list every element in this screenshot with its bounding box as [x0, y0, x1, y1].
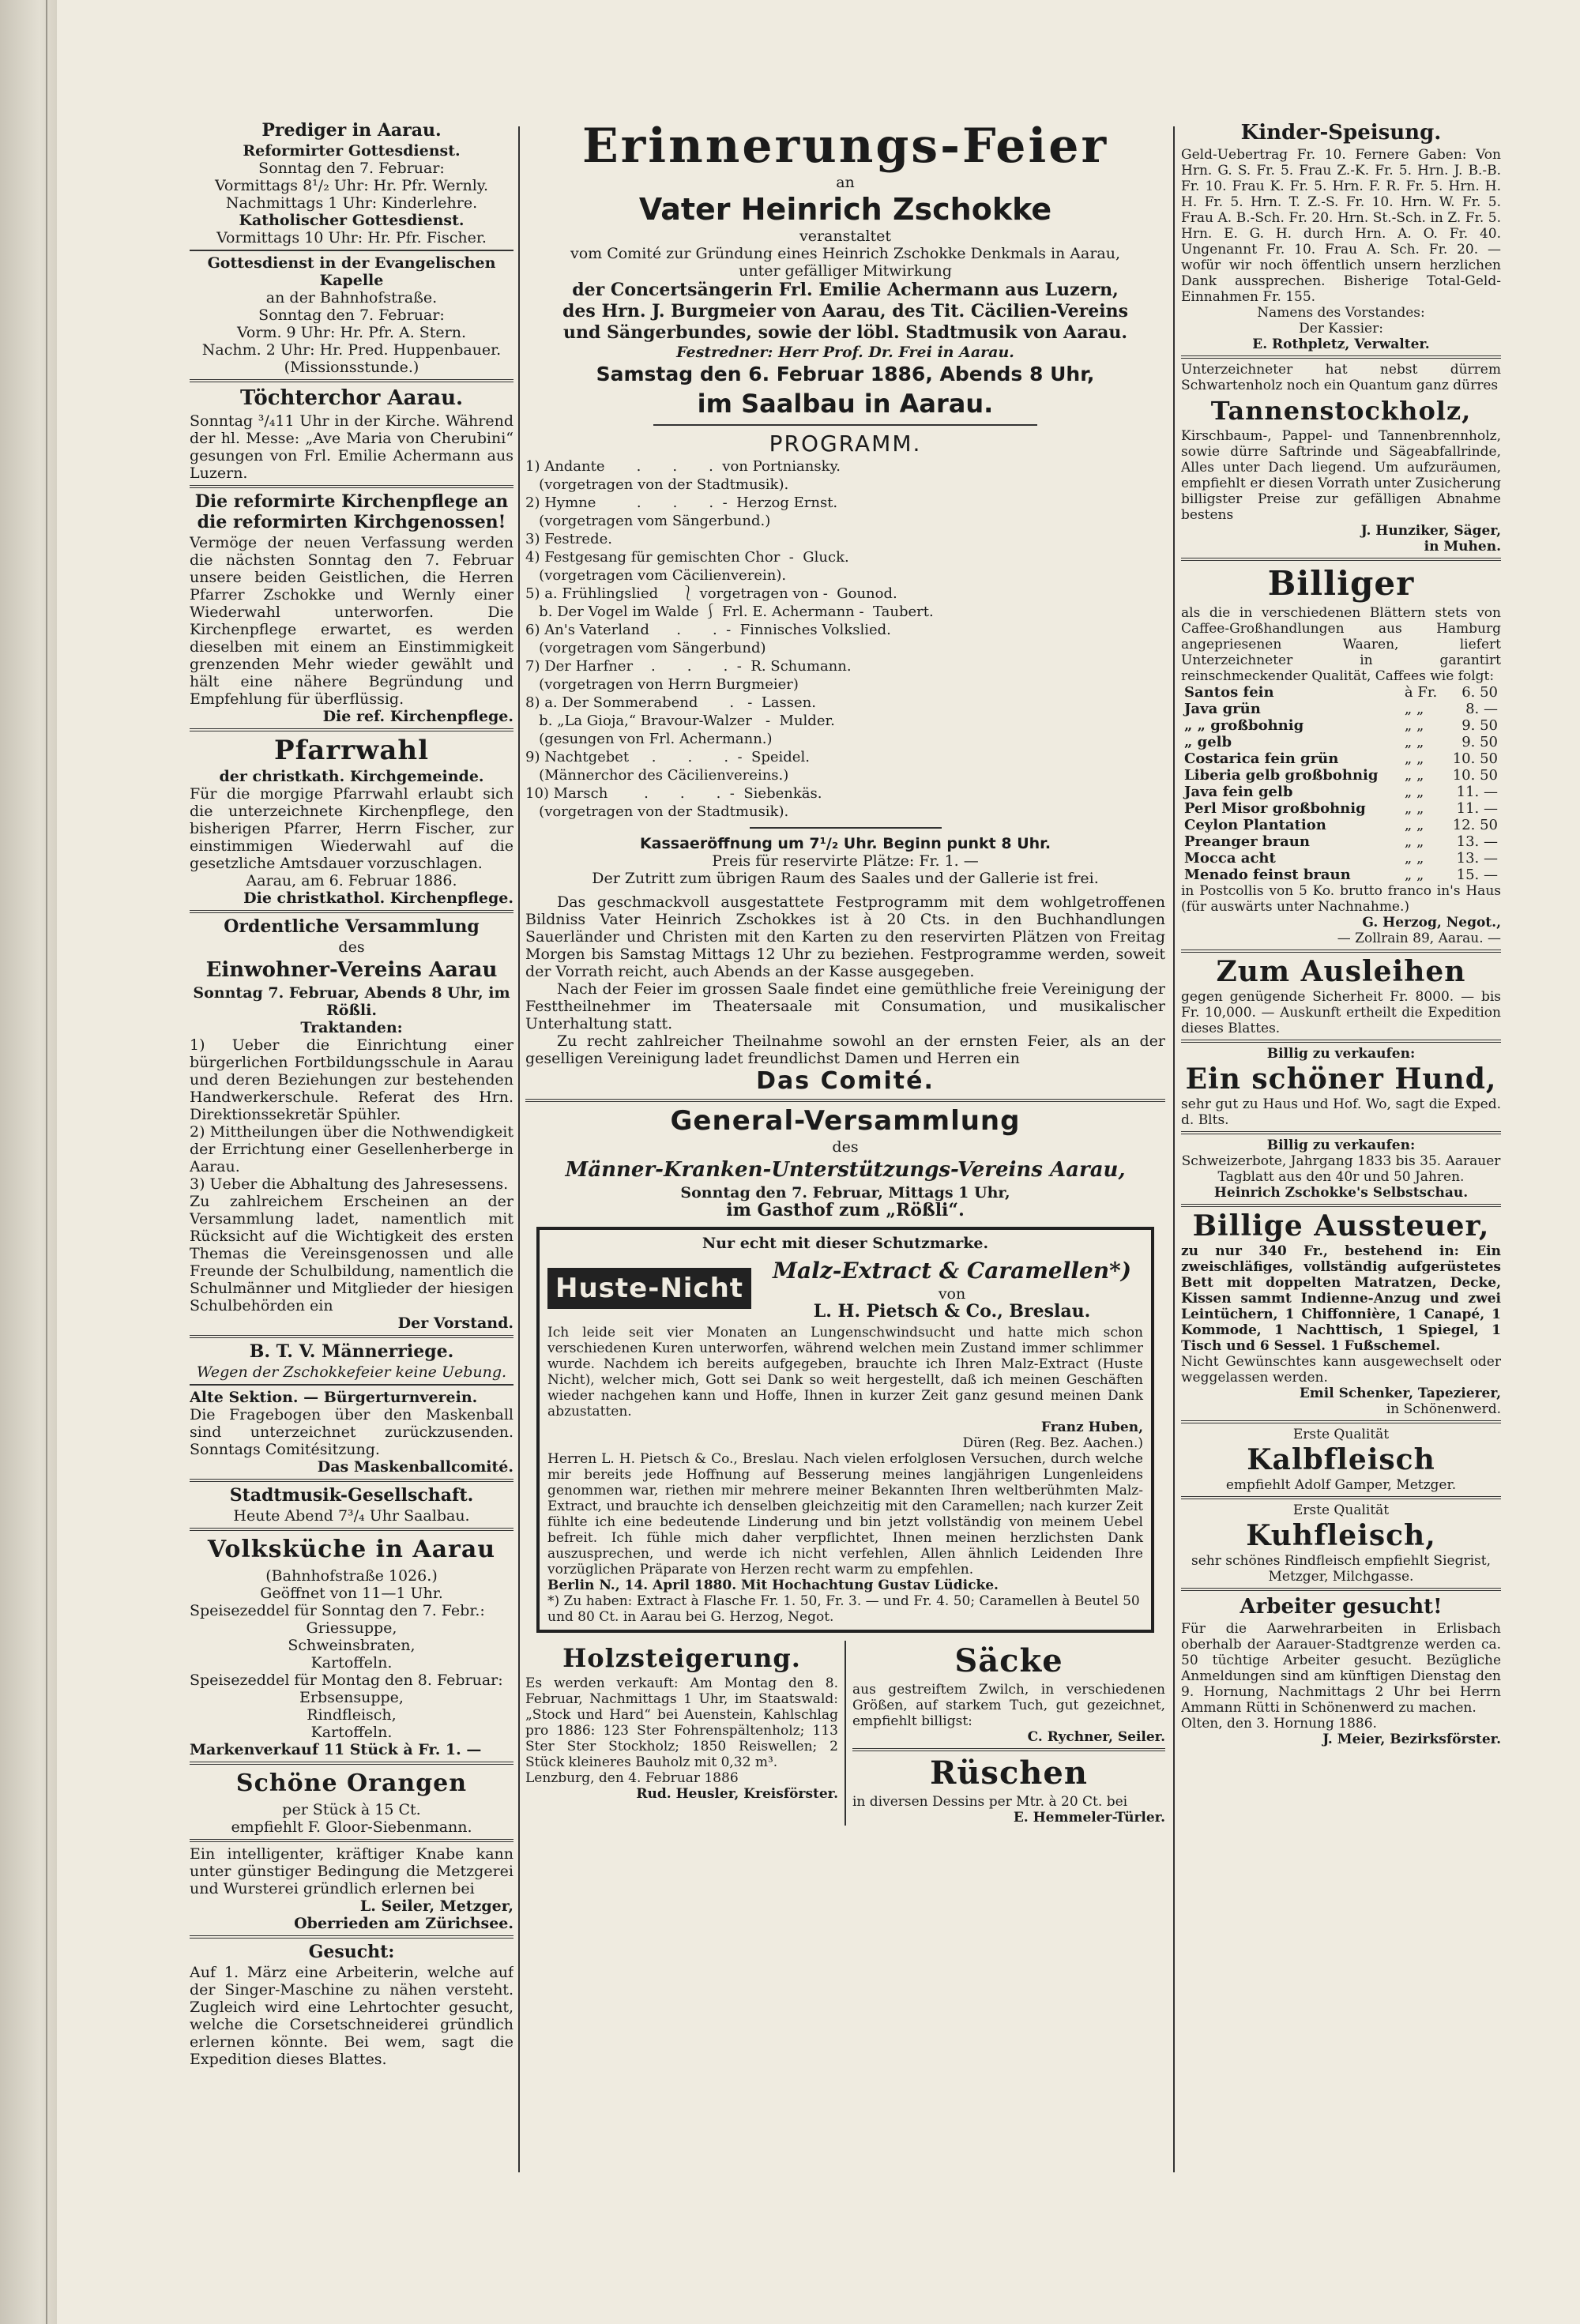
coffee-name: Santos fein — [1184, 684, 1274, 701]
toechterchor-notice — [190, 385, 514, 482]
prediger-sub2: Katholischer Gottesdienst. — [239, 212, 465, 229]
program-item: 7) Der Harfner . . . - R. Schumann. — [525, 658, 852, 675]
program-item: b. „La Gioja,“ Bravour-Walzer - Mulder. — [525, 713, 835, 729]
program-heading: PROGRAMM. — [769, 431, 922, 457]
price-value: 9. 50 — [1462, 734, 1498, 750]
column-rule-2 — [1173, 126, 1175, 2172]
tannenstockholz-notice — [1181, 362, 1501, 555]
feier-name: Vater Heinrich Zschokke — [638, 192, 1052, 227]
coffee-name: Preanger braun — [1184, 833, 1310, 850]
kinder-title: Kinder-Speisung. — [1240, 121, 1442, 145]
program-item: 9) Nachtgebet . . . - Speidel. — [525, 749, 810, 765]
holz-text: Es werden verkauft: Am Montag den 8. Februar, Nachmittags 1 Uhr, im Staatswald: „Stock und Hard“ bei Auenstein, Kahlschlag pro 1886: 123 Ster Fohrenspältenholz; 113 Ster Ster Stockholz; 1850 Reiswellen; 2 Stück kleineres Bauholz mit 0,32 m³. — [525, 1675, 838, 1770]
price-value: 13. — — [1456, 833, 1498, 850]
billiger-text: als die in verschiedenen Blättern stets von Caffee-Großhandlungen aus Hamburg angepriesenen Waaren, liefert Unterzeichneter in garantirt reinschmeckender Qualität, Caffees wie folgt: — [1181, 605, 1501, 684]
stadtmusik-notice — [190, 1485, 514, 1525]
price-value: 6. 50 — [1462, 684, 1498, 701]
volkskueche-line: Schweinsbraten, — [288, 1637, 416, 1654]
kuh-title: Kuhfleisch, — [1246, 1519, 1436, 1552]
prediger-line: Sonntag den 7. Februar: — [258, 160, 445, 177]
versammlung-item: 2) Mittheilungen über die Nothwendigkeit der Errichtung einer Gesellenherberge in Aarau. — [190, 1123, 514, 1175]
prediger-line: an der Bahnhofstraße. — [265, 289, 438, 306]
huste-von: von — [938, 1285, 966, 1303]
huste-product: Malz-Extract & Caramellen*) — [773, 1258, 1132, 1284]
tannen-pre: Unterzeichneter hat nebst dürrem Schwartenholz noch ein Quantum ganz dürres — [1181, 362, 1501, 393]
price-row — [1181, 800, 1501, 817]
price-value: 8. — — [1465, 701, 1498, 717]
kasse-paragraph: Das geschmackvoll ausgestattete Festprogramm mit dem wohlgetroffenen Bildniss Vater Heinrich Zschokkes ist à 20 Cts. in den Buchhandlungen Sauerländer und Christen mit den Karten zu den reservirten Plätzen von Freitag Morgen bis Samstag Mittags 12 Uhr zu beziehen. Festprogramme werden, soweit der Vorrath reicht, auch Abends an der Kasse ausgegeben. — [525, 893, 1165, 980]
volkskueche-line: Markenverkauf 11 Stück à Fr. 1. — — [190, 1741, 482, 1758]
holz-title: Holzsteigerung. — [562, 1643, 801, 1673]
general-versammlung — [525, 1105, 1165, 1219]
schweizer-title: Heinrich Zschokke's Selbstschau. — [1213, 1185, 1469, 1201]
pfarrwahl-sub: der christkath. Kirchgemeinde. — [219, 768, 484, 785]
feier-line: vom Comité zur Gründung eines Heinrich Zschokke Denkmals in Aarau, — [570, 245, 1121, 262]
price-value: 13. — — [1456, 850, 1498, 867]
btv-sub: Wegen der Zschokkefeier keine Uebung. — [196, 1363, 507, 1381]
coffee-name: „ „ großbohnig — [1184, 717, 1304, 734]
versammlung-traktanden: Traktanden: — [300, 1019, 403, 1036]
general-title: General-Versammlung — [670, 1105, 1021, 1137]
arbeiter-notice — [1181, 1594, 1501, 1747]
general-des: des — [832, 1138, 859, 1156]
program-item: (vorgetragen vom Sängerbund) — [525, 640, 766, 656]
price-row — [1181, 684, 1501, 701]
price-row — [1181, 833, 1501, 850]
kinder-line: Der Kassier: — [1299, 321, 1383, 337]
billiger-foot: in Postcollis von 5 Ko. brutto franco in's Haus (für auswärts unter Nachnahme.) — [1181, 883, 1501, 915]
prediger-line: Nachmittags 1 Uhr: Kinderlehre. — [225, 194, 478, 212]
kuh-text: sehr schönes Rindfleisch empfiehlt Siegrist, Metzger, Milchgasse. — [1191, 1553, 1491, 1585]
kalb-text: empfiehlt Adolf Gamper, Metzger. — [1225, 1477, 1457, 1493]
feier-line: und Sängerbundes, sowie der löbl. Stadtmusik von Aarau. — [562, 322, 1128, 343]
versammlung-item: 1) Ueber die Einrichtung einer bürgerlichen Fortbildungsschule in Aarau und deren Beziehungen zur bestehenden Handwerkerschule. Referat des Hrn. Direktionssekretär Spühler. — [190, 1036, 514, 1123]
knabe-place: Oberrieden am Zürichsee. — [294, 1915, 514, 1932]
coffee-name: Perl Misor großbohnig — [1184, 800, 1366, 817]
feier-line: der Concertsängerin Frl. Emilie Achermann aus Luzern, — [572, 280, 1119, 300]
saecke-text: aus gestreiftem Zwilch, in verschiedenen Größen, auf starkem Tuch, gut gezeichnet, empfiehlt billigst: — [852, 1682, 1165, 1729]
price-row — [1181, 867, 1501, 883]
kinder-text: Geld-Uebertrag Fr. 10. Fernere Gaben: Von Hrn. G. S. Fr. 5. Frau Z.-K. Fr. 5. Hrn. J. B.-B. Fr. 10. Frau K. Fr. 5. Hrn. F. R. Fr. 5. Hrn. H. H. Fr. 5. Hrn. T. Z.-S. Fr. 10. Hrn. W. Fr. 5. Frau A. B.-Sch. Fr. 20. Hrn. St.-Sch. in Z. Fr. 5. Hrn. E. G. H. durch Hrn. A. O. Fr. 40. Ungenannt Fr. 10. Frau A. Sch. Fr. 20. — wofür wir noch öffentlich unsern herzlichen Dank aussprechen. Bisherige Total-Geld-Einnahmen Fr. 155. — [1181, 147, 1501, 305]
coffee-name: Mocca acht — [1184, 850, 1276, 867]
volkskueche-line: Griessuppe, — [306, 1619, 397, 1637]
program-item: 5) a. Frühlingslied ⎱ vorgetragen von - Gounod. — [525, 585, 897, 602]
price-unit: „ „ — [1404, 850, 1424, 867]
billiger-notice — [1181, 564, 1501, 946]
coffee-name: Liberia gelb großbohnig — [1184, 767, 1379, 784]
kasse-paragraph: Zu recht zahlreicher Theilnahme sowohl an der ernsten Feier, als an der geselligen Vereinigung ladet freundlichst Damen und Herren ein — [525, 1032, 1165, 1067]
program-item: 2) Hymne . . . - Herzog Ernst. — [525, 495, 838, 511]
huste-footnote: *) Zu haben: Extract à Flasche Fr. 1. 50, Fr. 3. — und Fr. 4. 50; Caramellen à Beutel 50 und 80 Ct. in Aarau bei G. Herzog, Negot. — [547, 1593, 1140, 1625]
price-row — [1181, 734, 1501, 750]
huste-signature: Berlin N., 14. April 1880. Mit Hochachtung Gustav Lüdicke. — [547, 1578, 999, 1593]
gesucht-title: Gesucht: — [308, 1942, 395, 1962]
price-unit: „ „ — [1404, 734, 1424, 750]
prediger-line: (Missionsstunde.) — [284, 359, 419, 376]
huste-signature-place: Düren (Reg. Bez. Aachen.) — [962, 1435, 1143, 1451]
price-unit: „ „ — [1404, 867, 1424, 883]
program-item: (vorgetragen von der Stadtmusik). — [525, 476, 789, 493]
coffee-name: Costarica fein grün — [1184, 750, 1339, 767]
pfarrwahl-signature: Die christkathol. Kirchenpflege. — [243, 889, 514, 907]
volkskueche-line: Speisezeddel für Sonntag den 7. Febr.: — [190, 1602, 485, 1619]
program-item: 10) Marsch . . . - Siebenkäs. — [525, 785, 822, 802]
kuhfleisch-notice — [1181, 1502, 1501, 1585]
price-row — [1181, 767, 1501, 784]
price-unit: „ „ — [1404, 800, 1424, 817]
prediger-line: Vormittags 10 Uhr: Hr. Pfr. Fischer. — [216, 229, 487, 246]
price-row — [1181, 817, 1501, 833]
price-unit: „ „ — [1404, 817, 1424, 833]
orangen-notice — [190, 1768, 514, 1836]
versammlung-des: des — [338, 938, 365, 956]
pfarrwahl-title: Pfarrwahl — [274, 735, 429, 766]
binding-strip — [0, 0, 57, 2324]
feier-announcement — [525, 118, 1165, 1096]
schweizer-text: Schweizerbote, Jahrgang 1833 bis 35. Aarauer Tagblatt aus den 40r und 50 Jahren. — [1181, 1153, 1501, 1185]
prediger-sub1: Reformirter Gottesdienst. — [243, 142, 461, 160]
prediger-notice — [190, 120, 514, 376]
feier-place: im Saalbau in Aarau. — [697, 389, 994, 419]
holz-date: Lenzburg, den 4. Februar 1886 — [525, 1770, 739, 1786]
kuh-pre: Erste Qualität — [1292, 1502, 1390, 1518]
program-item: 3) Festrede. — [525, 531, 612, 547]
gesucht-notice — [190, 1942, 514, 2068]
prediger-sub3: Gottesdienst in der Evangelischen Kapelle — [207, 254, 496, 289]
volkskueche-line: Speisezeddel für Montag den 8. Februar: — [190, 1672, 503, 1689]
price-unit: „ „ — [1404, 767, 1424, 784]
price-value: 12. 50 — [1452, 817, 1498, 833]
holz-signature: Rud. Heusler, Kreisförster. — [636, 1786, 838, 1802]
versammlung-item: 3) Ueber die Abhaltung des Jahresessens. — [190, 1175, 509, 1193]
versammlung-text: Zu zahlreichem Erscheinen an der Versammlung ladet, namentlich mit Rücksicht auf die Wichtigkeit des ersten Themas die Vereinsgenossen und alle Freunde der Schulbildung, namentlich die Schulmänner und Mitglieder der hiesigen Schulbehörden ein — [190, 1193, 514, 1314]
volkskueche-line: Rindfleisch, — [307, 1706, 397, 1724]
general-when: Sonntag den 7. Februar, Mittags 1 Uhr, — [680, 1184, 1010, 1201]
price-value: 11. — — [1456, 800, 1498, 817]
aussteuer-notice — [1181, 1210, 1501, 1417]
volkskueche-line: Geöffnet von 11—1 Uhr. — [260, 1585, 443, 1602]
feier-date: Samstag den 6. Februar 1886, Abends 8 Uhr, — [596, 363, 1095, 385]
feier-title: Erinnerungs-Feier — [581, 118, 1109, 174]
volkskueche-notice — [190, 1534, 514, 1758]
program-item: 1) Andante . . . von Portniansky. — [525, 458, 841, 475]
column-2 — [525, 118, 1165, 2164]
price-unit: „ „ — [1404, 717, 1424, 734]
tannen-title: Tannenstockholz, — [1210, 396, 1472, 426]
orangen-line: empfiehlt F. Gloor-Siebenmann. — [231, 1818, 472, 1836]
orangen-line: per Stück à 15 Ct. — [282, 1801, 421, 1818]
kasse-line: Preis für reservirte Plätze: Fr. 1. — — [712, 852, 979, 870]
kirchenpflege-text: Vermöge der neuen Verfassung werden die nächsten Sonntag den 7. Februar unsere beiden Geistlichen, die Herren Pfarrer Zschokke und Wernly einer Wiederwahl unterworfen. Die Kirchenpflege erwartet, es werden dieselben mit einem an Einstimmigkeit grenzenden Mehr wieder gewählt und hält eine nähere Begründung und Empfehlung für überflüssig. — [190, 534, 514, 708]
kasse-line: Der Zutritt zum übrigen Raum des Saales und der Gallerie ist frei. — [592, 870, 1099, 887]
huste-top: Nur echt mit dieser Schutzmarke. — [702, 1235, 989, 1252]
price-row — [1181, 701, 1501, 717]
huste-nicht-ad — [536, 1227, 1154, 1633]
btv-signature: Das Maskenballcomité. — [317, 1458, 514, 1476]
prediger-line: Nachm. 2 Uhr: Hr. Pred. Huppenbauer. — [201, 341, 502, 359]
ausleihen-text: gegen genügende Sicherheit Fr. 8000. — bis Fr. 10,000. — Auskunft ertheilt die Expedition dieses Blattes. — [1181, 989, 1501, 1036]
price-row — [1181, 850, 1501, 867]
feier-line: des Hrn. J. Burgmeier von Aarau, des Tit. Cäcilien-Vereins — [562, 301, 1128, 322]
btv-section: Alte Sektion. — Bürgerturnverein. — [190, 1389, 478, 1406]
volkskueche-line: Kartoffeln. — [310, 1724, 393, 1741]
hund-title: Ein schöner Hund, — [1185, 1062, 1497, 1096]
program-item: 8) a. Der Sommerabend . - Lassen. — [525, 694, 816, 711]
kinder-speisung-notice — [1181, 120, 1501, 352]
kirchenpflege-title: Die reformirte Kirchenpflege an die reformirten Kirchgenossen! — [194, 491, 509, 532]
kinder-signature: E. Rothpletz, Verwalter. — [1252, 337, 1430, 352]
schweizerbote-notice — [1181, 1138, 1501, 1201]
kasse-line: Kassaeröffnung um 7¹/₂ Uhr. Beginn punkt 8 Uhr. — [639, 835, 1051, 852]
kinder-line: Namens des Vorstandes: — [1257, 305, 1425, 321]
price-row — [1181, 717, 1501, 734]
general-verein: Männer-Kranken-Unterstützungs-Vereins Aarau, — [565, 1158, 1126, 1182]
program-item: (vorgetragen vom Cäcilienverein). — [525, 567, 787, 584]
prediger-line: Vorm. 9 Uhr: Hr. Pfr. A. Stern. — [236, 324, 467, 341]
price-unit: „ „ — [1404, 701, 1424, 717]
billiger-address: — Zollrain 89, Aarau. — — [1337, 931, 1501, 946]
arbeiter-title: Arbeiter gesucht! — [1240, 1595, 1443, 1619]
prediger-title: Prediger in Aarau. — [261, 120, 442, 141]
versammlung-signature: Der Vorstand. — [397, 1314, 514, 1332]
btv-title: B. T. V. Männerriege. — [249, 1341, 454, 1362]
kalbfleisch-notice — [1181, 1427, 1501, 1493]
knabe-notice — [190, 1845, 514, 1932]
coffee-price-table — [1181, 684, 1501, 883]
huste-firm: L. H. Pietsch & Co., Breslau. — [813, 1301, 1091, 1322]
program-item: (gesungen von Frl. Achermann.) — [525, 731, 773, 747]
program-item: b. Der Vogel im Walde ⎰ Frl. E. Achermann - Taubert. — [525, 604, 934, 620]
price-unit: „ „ — [1404, 784, 1424, 800]
tannen-place: in Muhen. — [1424, 539, 1501, 555]
billiger-signature: G. Herzog, Negot., — [1362, 915, 1501, 931]
general-where: im Gasthof zum „Rößli“. — [726, 1200, 965, 1220]
program-item: (Männerchor des Cäcilienvereins.) — [525, 767, 789, 784]
prediger-line: Vormittags 8¹/₂ Uhr: Hr. Pfr. Wernly. — [214, 177, 489, 194]
arbeiter-text: Für die Aarwehrarbeiten in Erlisbach oberhalb der Aarauer-Stadtgrenze werden ca. 50 tüchtige Arbeiter gesucht. Bezügliche Anmeldungen sind am künftigen Dienstag den 9. Hornung, Nachmittags 2 Uhr bei Herrn Ammann Rütti in Schönenwerd zu machen. — [1181, 1621, 1501, 1716]
tannen-text: Kirschbaum-, Pappel- und Tannenbrennholz, sowie dürre Saftrinde und Sägeabfallrinde, Alles unter Dach liegend. Um aufzuräumen, empfiehlt er diesen Vorrath unter Zusicherung billigster Preise zur gefälligen Abnahme bestens — [1181, 428, 1501, 523]
hund-text: sehr gut zu Haus und Hof. Wo, sagt die Exped. d. Blts. — [1181, 1096, 1501, 1128]
kirchenpflege-signature: Die ref. Kirchenpflege. — [322, 708, 514, 725]
price-value: 9. 50 — [1462, 717, 1498, 734]
program-item: (vorgetragen von Herrn Burgmeier) — [525, 676, 799, 693]
price-unit: „ „ — [1404, 750, 1424, 767]
column-rule-1 — [518, 126, 520, 2172]
price-value: 11. — — [1456, 784, 1498, 800]
price-row — [1181, 750, 1501, 767]
ausleihen-notice — [1181, 956, 1501, 1036]
versammlung-notice — [190, 916, 514, 1332]
knabe-text: Ein intelligenter, kräftiger Knabe kann unter günstiger Bedingung die Metzgerei und Wursterei gründlich erlernen bei — [190, 1845, 514, 1897]
saecke-title: Säcke — [954, 1642, 1063, 1679]
aussteuer-place: in Schönenwerd. — [1386, 1401, 1501, 1417]
feier-line: unter gefälliger Mitwirkung — [739, 262, 952, 280]
rueschen-notice — [852, 1754, 1165, 1826]
program-item: 6) An's Vaterland . . - Finnisches Volkslied. — [525, 622, 891, 638]
program-list — [525, 457, 1165, 821]
program-item: (vorgetragen von der Stadtmusik). — [525, 803, 789, 820]
kalb-pre: Erste Qualität — [1292, 1427, 1390, 1442]
price-value: 10. 50 — [1452, 750, 1498, 767]
comite-signature: Das Comité. — [756, 1067, 935, 1095]
btv-notice — [190, 1341, 514, 1476]
aussteuer-title: Billige Aussteuer, — [1192, 1209, 1490, 1243]
price-row — [1181, 784, 1501, 800]
stadtmusik-title: Stadtmusik-Gesellschaft. — [229, 1485, 474, 1506]
arbeiter-signature: J. Meier, Bezirksförster. — [1322, 1732, 1501, 1747]
pfarrwahl-notice — [190, 735, 514, 907]
feier-veranstaltet: veranstaltet — [799, 228, 891, 245]
versammlung-title: Ordentliche Versammlung — [224, 916, 480, 937]
billiger-title: Billiger — [1267, 564, 1415, 603]
volkskueche-line: (Bahnhofstraße 1026.) — [265, 1567, 438, 1585]
stadtmusik-text: Heute Abend 7³/₄ Uhr Saalbau. — [233, 1507, 470, 1525]
orangen-title: Schöne Orangen — [235, 1769, 468, 1797]
coffee-name: „ gelb — [1184, 734, 1232, 750]
aussteuer-text2: Nicht Gewünschtes kann ausgewechselt oder weggelassen werden. — [1181, 1354, 1501, 1386]
ausleihen-title: Zum Ausleihen — [1216, 955, 1466, 988]
schweizer-pre: Billig zu verkaufen: — [1266, 1138, 1416, 1153]
coffee-name: Java fein gelb — [1184, 784, 1293, 800]
price-value: 10. 50 — [1452, 767, 1498, 784]
btv-text: Die Fragebogen über den Maskenball sind unterzeichnet zurückzusenden. Sonntags Comitésitzung. — [190, 1406, 514, 1458]
gesucht-text: Auf 1. März eine Arbeiterin, welche auf der Singer-Maschine zu nähen versteht. Zugleich wird eine Lehrtochter gesucht, welche die Corsetschneiderei gründlich erlernen könnte. Bei wem, sagt die Expedition dieses Blattes. — [190, 1964, 514, 2068]
price-value: 15. — — [1456, 867, 1498, 883]
feier-an: an — [836, 174, 855, 191]
kalb-title: Kalbfleisch — [1247, 1443, 1435, 1476]
feier-redner: Festredner: Herr Prof. Dr. Frei in Aarau. — [676, 344, 1014, 361]
knabe-signature: L. Seiler, Metzger, — [359, 1897, 514, 1915]
price-unit: „ „ — [1404, 833, 1424, 850]
pfarrwahl-text: Für die morgige Pfarrwahl erlaubt sich die unterzeichnete Kirchenpflege, den bisherigen Pfarrer, Herrn Fischer, zur einstimmigen Wiederwahl auf die gesetzliche Amtsdauer vorzuschlagen. — [190, 785, 514, 872]
volkskueche-line: Erbsensuppe, — [299, 1689, 404, 1706]
aussteuer-text: zu nur 340 Fr., bestehend in: Ein zweischläfiges, vollständig aufgerüstetes Bett mit doppelten Matratzen, Decke, Kissen sammt Indienne-Anzug und zwei Leintüchern, 1 Chiffonnière, 1 Canapé, 1 Kommode, 1 Nachttisch, 1 Spiegel, 1 Tisch und 6 Sessel. 1 Fußschemel. — [1181, 1243, 1501, 1354]
versammlung-when: Sonntag 7. Februar, Abends 8 Uhr, im Rößli. — [193, 984, 510, 1019]
program-item: (vorgetragen vom Sängerbund.) — [525, 513, 771, 529]
hund-pre: Billig zu verkaufen: — [1266, 1046, 1416, 1062]
volkskueche-line: Kartoffeln. — [310, 1654, 393, 1672]
huste-testimonial: Herren L. H. Pietsch & Co., Breslau. Nach vielen erfolglosen Versuchen, durch welche mir bereits jede Hoffnung auf Besserung meines langjährigen Lungenleidens genommen war, riethen mir mehrere meiner Bekannten Ihren weltberühmten Malz-Extract, und brauchte ich denselben gleichzeitig mit den Caramellen; nach kurzer Zeit fühlte ich eine bedeutende Linderung und bin jetzt vollständig von meinem Uebel befreit. Ich fühle mich daher verpflichtet, Ihnen meinen herzlichsten Dank auszusprechen, und werde ich nicht verfehlen, Allen ähnlich Leidenden Ihre vorzüglichen Präparate von Herzen recht warm zu empfehlen. — [547, 1451, 1143, 1578]
pfarrwahl-date: Aarau, am 6. Februar 1886. — [246, 872, 457, 889]
aussteuer-signature: Emil Schenker, Tapezierer, — [1299, 1386, 1501, 1401]
kirchenpflege-notice — [190, 491, 514, 725]
coffee-name: Java grün — [1184, 701, 1261, 717]
huste-nicht-logo: Huste-Nicht — [547, 1268, 751, 1309]
price-unit: à Fr. — [1404, 684, 1438, 701]
rueschen-title: Rüschen — [930, 1754, 1088, 1792]
arbeiter-date: Olten, den 3. Hornung 1886. — [1181, 1716, 1377, 1732]
column-3 — [1181, 118, 1501, 2164]
tannen-signature: J. Hunziker, Säger, — [1360, 523, 1501, 539]
coffee-name: Ceylon Plantation — [1184, 817, 1326, 833]
saecke-notice — [852, 1642, 1165, 1745]
kasse-paragraph: Nach der Feier im grossen Saale findet eine gemüthliche freie Vereinigung der Festtheilnehmer im Theatersaale mit Consumation, und musikalischer Unterhaltung statt. — [525, 980, 1165, 1032]
column-1 — [190, 118, 514, 2164]
rueschen-signature: E. Hemmeler-Türler. — [1013, 1810, 1165, 1826]
coffee-name: Menado feinst braun — [1184, 867, 1351, 883]
huste-testimonial: Ich leide seit vier Monaten an Lungenschwindsucht und hatte mich schon verschiedenen Kuren unterworfen, während welchen mein Zustand immer schlimmer wurde. Nachdem ich bereits aufgegeben, brauchte ich Ihren Malz-Extract (Huste Nicht), welcher mich, Gott sei Dank so weit hergestellt, daß ich meinen Geschäften wieder nachgehen kann und Hoffe, Ihnen in kurzer Zeit ganz gesund meinen Dank abzustatten. — [547, 1325, 1143, 1420]
hund-notice — [1181, 1046, 1501, 1128]
rueschen-text: in diversen Dessins per Mtr. à 20 Ct. bei — [852, 1794, 1128, 1810]
toechterchor-title: Töchterchor Aarau. — [239, 386, 464, 410]
volkskueche-title: Volksküche in Aarau — [207, 1536, 496, 1563]
prediger-line: Sonntag den 7. Februar: — [258, 306, 445, 324]
saecke-signature: C. Rychner, Seiler. — [1027, 1729, 1165, 1745]
huste-signature: Franz Huben, — [1040, 1420, 1143, 1435]
toechterchor-text: Sonntag ³/₄11 Uhr in der Kirche. Während der hl. Messe: „Ave Maria von Cherubini“ gesungen von Frl. Emilie Achermann aus Luzern. — [190, 412, 514, 482]
holzsteigerung-notice — [525, 1641, 845, 1826]
versammlung-verein: Einwohner-Vereins Aarau — [205, 958, 498, 982]
program-item: 4) Festgesang für gemischten Chor - Gluck. — [525, 549, 849, 566]
